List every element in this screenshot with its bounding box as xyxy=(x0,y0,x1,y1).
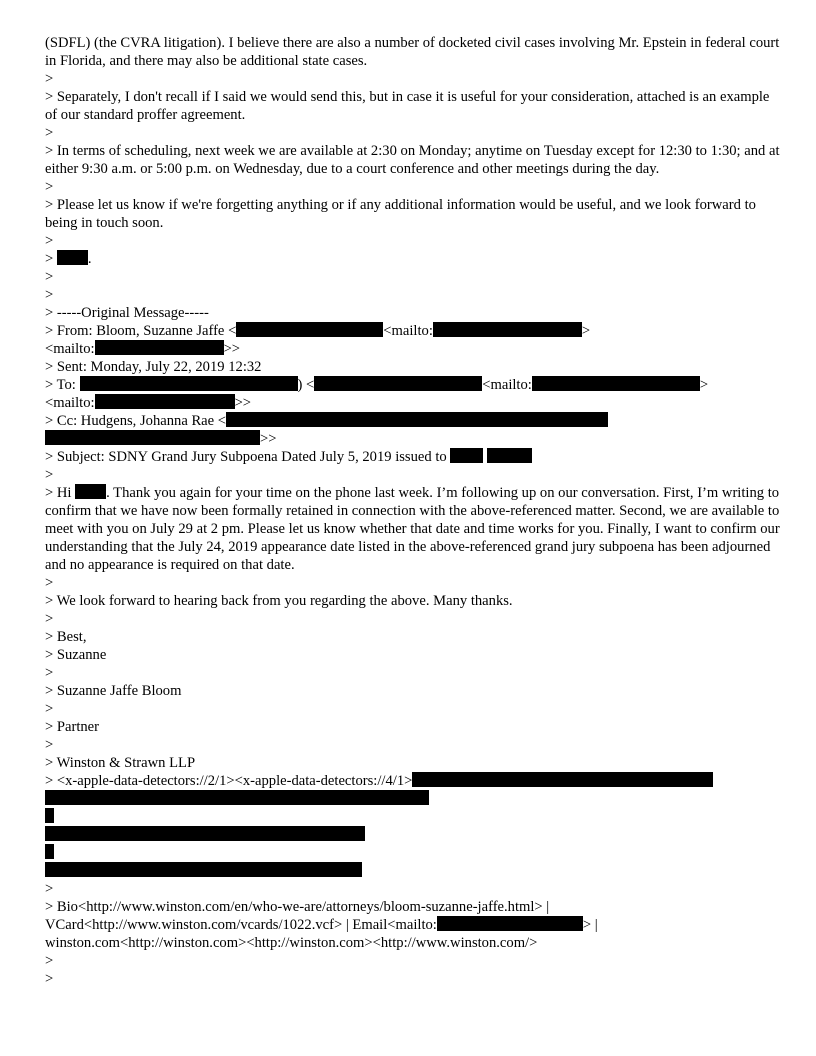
redaction-block xyxy=(450,448,483,463)
redaction-block xyxy=(437,916,583,931)
redaction-block xyxy=(95,394,235,409)
quote-marker: > xyxy=(45,179,54,195)
text-line: > Suzanne Jaffe Bloom xyxy=(45,683,182,699)
body-paragraph xyxy=(45,484,784,574)
to-paren: ) < xyxy=(297,377,315,393)
text-line: > Winston & Strawn LLP xyxy=(45,755,196,771)
redaction-block xyxy=(45,790,429,805)
redacted-line xyxy=(45,862,780,880)
quote-marker: > xyxy=(45,881,54,897)
mailto-label: <mailto: xyxy=(45,395,95,411)
redaction-block xyxy=(487,448,532,463)
redaction-block xyxy=(532,376,700,391)
quote-marker: > xyxy=(45,665,54,681)
redacted-line xyxy=(45,790,780,808)
quote-marker: > xyxy=(45,233,54,249)
to-line-cont xyxy=(45,394,780,412)
email-document xyxy=(45,34,784,988)
redaction-block xyxy=(226,412,608,427)
subject-text: > Subject: SDNY Grand Jury Subpoena Dated July 5, 2019 issued to xyxy=(45,449,451,465)
redaction-block xyxy=(412,772,713,787)
signature-line xyxy=(45,250,780,268)
quote-marker: > xyxy=(45,971,54,987)
redaction-block xyxy=(75,484,106,499)
detectors-text: > <x-apple-data-detectors://2/1><x-apple-data-detectors://4/1> xyxy=(45,773,413,789)
redacted-line xyxy=(45,826,780,844)
text-line: > Partner xyxy=(45,719,100,735)
to-label: > To: xyxy=(45,377,80,393)
redacted-line xyxy=(45,844,780,862)
quote-marker: > xyxy=(45,575,54,591)
quote-marker: > xyxy=(45,953,54,969)
subject-line xyxy=(45,448,780,466)
redaction-block xyxy=(45,808,54,823)
cc-label: > Cc: Hudgens, Johanna Rae < xyxy=(45,413,227,429)
detectors-line xyxy=(45,772,780,790)
from-label: > From: Bloom, Suzanne Jaffe < xyxy=(45,323,237,339)
original-message-header: > -----Original Message----- xyxy=(45,305,209,321)
redaction-block xyxy=(45,844,54,859)
text-line: > We look forward to hearing back from you regarding the above. Many thanks. xyxy=(45,593,513,609)
redacted-line xyxy=(45,808,780,826)
redaction-block xyxy=(45,862,362,877)
mailto-label: <mailto: xyxy=(45,341,95,357)
redaction-block xyxy=(57,250,88,265)
links-text-tail: > | winston.com<http://winston.com><http://winston.com><http://www.winston.com/> xyxy=(45,917,602,951)
text-line: > Best, xyxy=(45,629,87,645)
angle-close: >> xyxy=(260,431,277,447)
quote-marker: > xyxy=(45,701,54,717)
mailto-label: <mailto: xyxy=(482,377,532,393)
angle-close: >> xyxy=(234,395,252,411)
from-line-cont xyxy=(45,340,780,358)
quote-marker: > xyxy=(45,125,54,141)
redaction-block xyxy=(80,376,298,391)
quote-marker: > xyxy=(45,737,54,753)
quote-marker: > xyxy=(45,611,54,627)
body-text: . Thank you again for your time on the phone last week. I’m following up on our conversation. First, I’m writing to confirm that we have now been formally retained in connection with the above-referenced matter. Second, we are available to meet with you on July 29 at 2 pm. Please let us know whether that date and time works for you. Finally, I want to confirm our understanding that the July 24, 2019 appearance date listed in the above-referenced grand jury subpoena has been adjourned and no appearance is required on that date. xyxy=(45,485,784,573)
redaction-block xyxy=(236,322,383,337)
angle-close: > xyxy=(581,323,591,339)
links-paragraph xyxy=(45,898,780,952)
text-line: > Please let us know if we're forgetting anything or if any additional information would be useful, and we look forward to being in touch soon. xyxy=(45,197,760,231)
sent-line: > Sent: Monday, July 22, 2019 12:32 xyxy=(45,359,262,375)
redaction-block xyxy=(45,430,260,445)
cc-line-cont xyxy=(45,430,780,448)
hi-label: > Hi xyxy=(45,485,76,501)
period: . xyxy=(87,251,92,267)
cc-line xyxy=(45,412,780,430)
redaction-block xyxy=(45,826,365,841)
text-line: > Separately, I don't recall if I said we would send this, but in case it is useful for your consideration, attached is an example of our standard proffer agreement. xyxy=(45,89,774,123)
redaction-block xyxy=(314,376,482,391)
text-line: > Suzanne xyxy=(45,647,107,663)
text-line: (SDFL) (the CVRA litigation). I believe there are also a number of docketed civil cases involving Mr. Epstein in federal court in Florida, and there may also be additional state cases. xyxy=(45,35,784,69)
redaction-block xyxy=(433,322,582,337)
angle-close: >> xyxy=(223,341,241,357)
quote-marker: > xyxy=(45,269,54,285)
text-line: > In terms of scheduling, next week we are available at 2:30 on Monday; anytime on Tuesday except for 12:30 to 1:30; and at either 9:30 a.m. or 5:00 p.m. on Wednesday, due to a court conference and other meetings during the day. xyxy=(45,143,784,177)
from-line xyxy=(45,322,780,340)
quote-marker: > xyxy=(45,287,54,303)
quote-marker: > xyxy=(45,467,54,483)
mailto-label: <mailto: xyxy=(383,323,433,339)
to-line xyxy=(45,376,780,394)
angle-close: > xyxy=(699,377,709,393)
quote-marker: > xyxy=(45,71,54,87)
quote-prefix: > xyxy=(45,251,57,267)
links-text: > Bio<http://www.winston.com/en/who-we-are/attorneys/bloom-suzanne-jaffe.html> | VCard<http://www.winston.com/vcards/1022.vcf> | Email<mailto: xyxy=(45,899,553,933)
redaction-block xyxy=(95,340,224,355)
